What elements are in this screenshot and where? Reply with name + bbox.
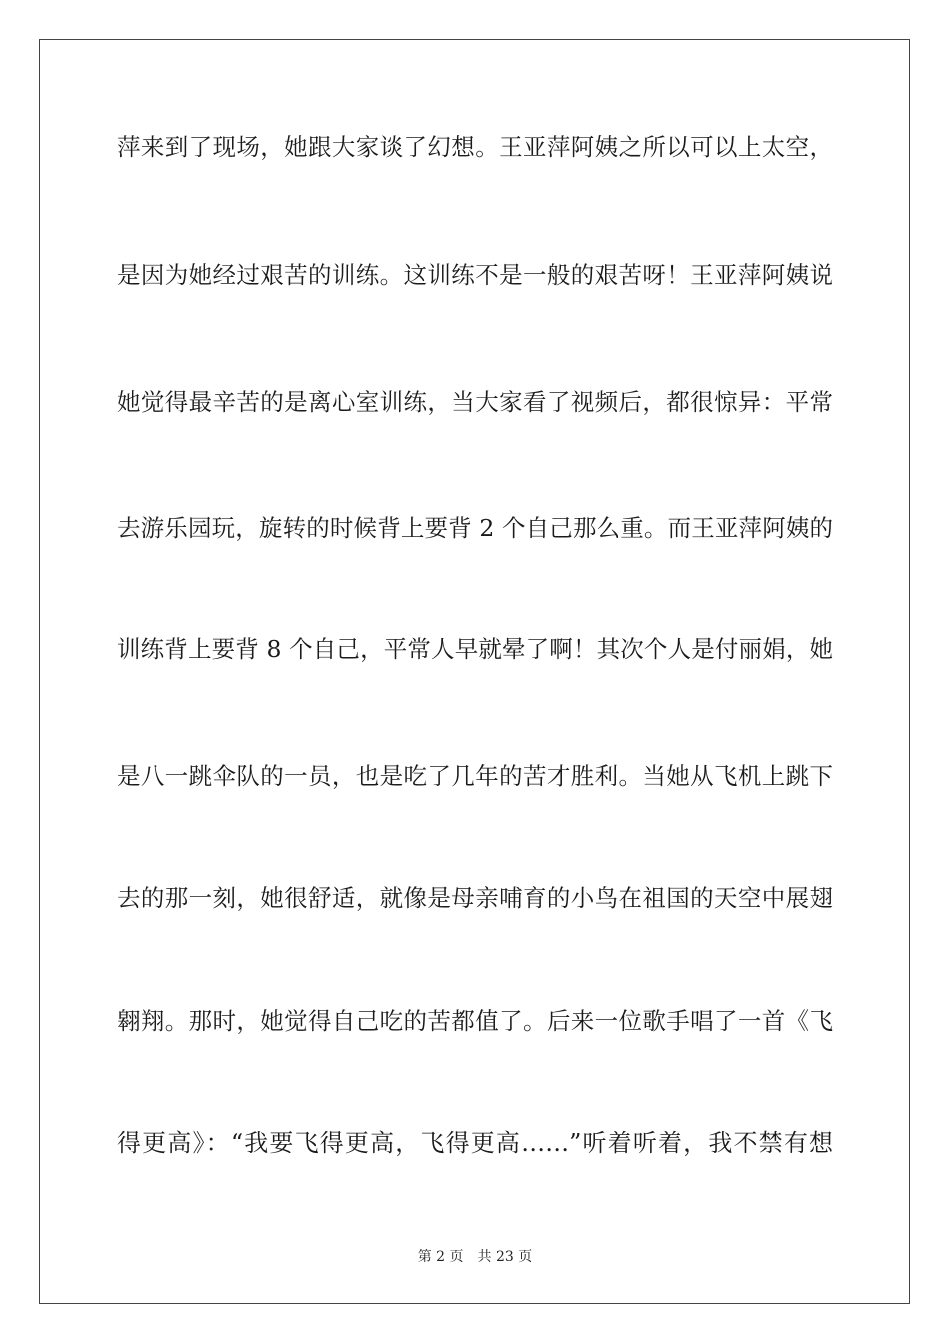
body-text-line-1: 萍来到了现场，她跟大家谈了幻想。王亚萍阿姨之所以可以上太空，: [117, 133, 833, 161]
body-text-line-6: 是八一跳伞队的一员，也是吃了几年的苦才胜利。当她从飞机上跳下: [117, 762, 833, 790]
body-text-line-5: 训练背上要背 8 个自己，平常人早就晕了啊！其次个人是付丽娟，她: [117, 635, 833, 663]
body-text-line-4: 去游乐园玩，旋转的时候背上要背 2 个自己那么重。而王亚萍阿姨的: [117, 514, 833, 542]
body-text-line-8: 翱翔。那时，她觉得自己吃的苦都值了。后来一位歌手唱了一首《飞: [117, 1007, 833, 1035]
total-pages-label: 共 23 页: [477, 1249, 533, 1265]
current-page-label: 第 2 页: [417, 1249, 464, 1265]
body-text-line-3: 她觉得最辛苦的是离心室训练，当大家看了视频后，都很惊异：平常: [117, 388, 833, 416]
body-text-line-2: 是因为她经过艰苦的训练。这训练不是一般的艰苦呀！王亚萍阿姨说: [117, 261, 833, 289]
page-border: [39, 39, 910, 1304]
body-text-line-7: 去的那一刻，她很舒适，就像是母亲哺育的小鸟在祖国的天空中展翅: [117, 884, 833, 912]
page-footer: [0, 1248, 950, 1266]
body-text-line-9: 得更高》：“我要飞得更高，飞得更高……”听着听着，我不禁有想: [117, 1129, 833, 1157]
